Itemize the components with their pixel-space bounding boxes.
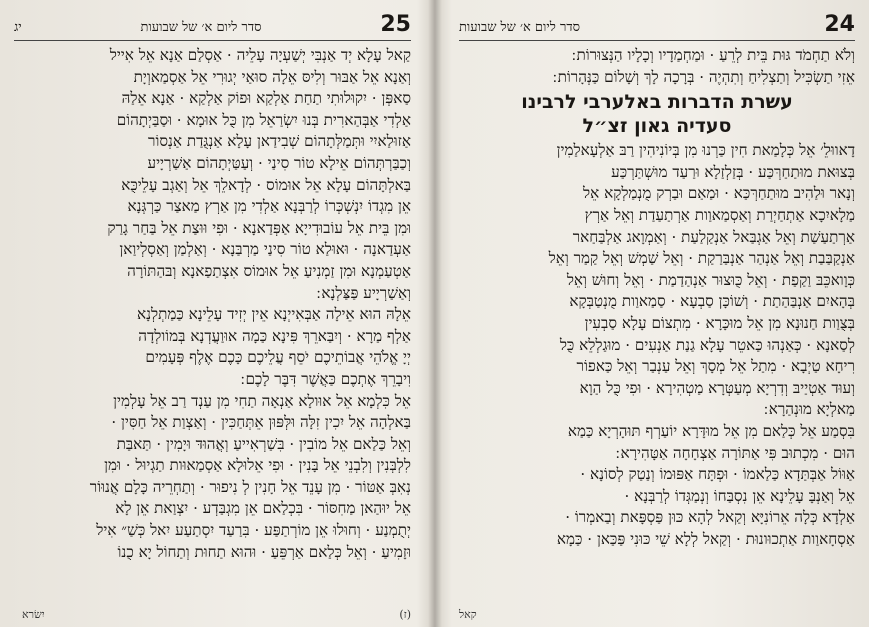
text-line: וְכַבַּרְתְּהוֹם אֵילָא טוֹר סִינַי · וְעַטַּיְתָהוֹם אַשַׁרְיָיע	[147, 153, 411, 172]
text-line: אֵל יוּהַאן מַחִסּוֹר · בִּכְלַאם אֵן מִגְבַּדְע · יִצְוַאת אֵן לָא	[115, 499, 411, 518]
right-page	[437, 0, 869, 627]
text-line: סַאפְּן · יִקוּלוּתִי תַחַת אַלְקַא וּפוֹק אַלְקַא · אַנָא אֵלַהּ	[121, 89, 411, 108]
text-line: וְאַשַׁרְיָיע פַּצַּלְנָא ׃	[316, 283, 411, 302]
text-line: אֵלָהּ הוּא אֵילָה אַבְּאִייְנָא אֵין יְזִיד עָלֵינָא כַּמַתְלְנָא	[136, 305, 411, 324]
text-line: בַּאלְתָּהוֹם עָלָא אֵל אוּמוֹס · לְדָאלֵךְ אֵל וְאַגְב עָלֵיכֻּא	[121, 175, 411, 194]
left-running-title: סדר ליום א׳ של שבועות	[140, 20, 262, 35]
right-catchword: קאל	[459, 608, 477, 621]
left-footer-center: (ז)	[399, 608, 411, 621]
left-page-footer	[22, 608, 411, 621]
text-line: הוּם · מִכְתוּב פִּי אַתּוֹרָה אַצְחָחָה אַטָּהִירָא ׃	[615, 443, 855, 462]
text-line: אַנְקַבַּבַת וְאֵל אַנְהַר אַנְבַּרַקַת · וְאֵל שַׁמְשׁ וְאֵל קַמַר וְאֵל	[548, 249, 855, 268]
left-page-number: 25	[380, 12, 411, 37]
text-line: בַּאלְהָה אֵל יִכִין זִלָּה וּלְּפּוּן אֵתְּחַכִּין · וְאַצְוַת אֵל חַסִּין ·	[111, 413, 411, 432]
text-line: אַוּוֹל אַבְּתַּדָא כַּלַאמוֹ · וּפְתָּח אַפּוּמוֹ וְנַטַק לְסוֹנָא ·	[580, 465, 855, 484]
text-line: יְתֻמְנַע · וְחוּלוּ אֵן מוֹרְתַפַּע · בִּרַעַד יִסְתַעַע יִאל כְּשַׁ״ אִיל	[96, 521, 411, 540]
text-line: בִּסְמַע אֵל כְּלַאם מִן אֵל מוּדָּרָא יוֹעַרְף תּוּהָרְיָא כַּמַא	[567, 421, 855, 440]
left-page-header	[14, 12, 411, 41]
text-line: אֵן מִגְדוֹ יִנְשְׁכְּרוֹ לְרַבְּנָא אַלְדִי מִן אַרְץ מַאצַר כַּרְגְּנָא	[127, 197, 411, 216]
text-line: אַלְדִי אַבְּהַארִית בְּנוּ יִשְׂרַאֵל מִן כֻּל אוּמָא · וּסַבַּיְתָהוֹם	[116, 110, 411, 129]
right-page-header	[459, 12, 855, 41]
text-line: וְאֵל כַּלַאם אֵל מוֹבִין · בִּשַׁרְאִייעַ וְאֲהוּדּ וּיָמִין · תַּאבַּת	[116, 434, 411, 453]
text-line: לְסַאנָא · כְּאַנְהוּ כַּאטֵר עָלָא גַנַת אַנְעִים · מוּגַלְלֵא כֻּל	[559, 335, 855, 354]
right-running-title: סדר ליום א׳ של שבועות	[459, 20, 580, 35]
text-line: וּזָמִיעַ · וְאֵל כְּלַאם אַרְפֵּעַ · וּהוּא תַחוּת וְתַחוֹל יָא כֻנוֹ	[117, 542, 411, 561]
text-line: כְּוָואכֵּבּ וַקַפַת · וְאֵל כֻּוּצוּר אַנְהַדַמַת · וְאֵל וְחוּשׁ וְאֵל	[566, 270, 855, 289]
text-line: וּמִן בֵּית אֵל עוֹבוּדִייָא אַפְּדַאנָא · וּפִי וּוּצַת אֵל בַּחַר גָרַק	[107, 218, 411, 237]
text-line: לִלְבְּנִין וְלִבְנֵי אֵל בָּנִין · וּפִי אֵלוּלָא אַסְמַאוּות תַגְיוּל · וּמִן	[104, 456, 411, 475]
text-line: אֵל וְאַנְבָּ עָלֵינָא אֵן נִסְבַּחוֹ וְנְמַגְּדוֹ לְרַבְּנָא ·	[624, 486, 855, 505]
left-footer-signature: יִשׂרא	[22, 608, 45, 621]
text-line: בְּהָאיִם אַנְבַּהַתַת · וְשׁוֹכָּן סַבְעָא · סַמַאוַות מֻנְטַבְּקָא	[569, 292, 855, 311]
text-line: בְּצוּאת מוּתַחַרְּכַּע · בְּזַלְזַלָא וּרַעַד מוּשְׁתַּרְכַּע	[611, 162, 855, 181]
right-page-intro	[459, 45, 855, 88]
text-line: דָאווּלֵ׳ אֵל כְּלָמַאת חִין כַּרְנוּ מִן בְּיוֹנִיהִין רַבּ אַלְעָאלַמִין	[556, 141, 855, 160]
text-line: רִיחָא טַיְבָא · מִתַל אֵל מְסָךְ וְאֵל עַנְבַר וְאֵל כַּאפוֹר	[576, 357, 855, 376]
right-page-footer	[459, 608, 855, 621]
text-line: וְנָאר וּלַהִיב מוּתַחַרְּכַּא · וּמַאַם וּבַרְק מֻנְמַלְקָא אֵל	[583, 184, 855, 203]
text-line: אַטְעַמְנָא וּמִן זַמְנִיעַ אֵל אוּמוֹס אִצְתַפַאנָא וְבּהַתּוֹרָה	[127, 261, 411, 280]
section-heading-line-1: עשרת הדברות באלערבי לרבינו	[521, 91, 793, 114]
text-line: קַאל עָלָא יְד אַנְבִּי יְשַׁעְיָה עָלֵיה · אַסְלַם אַנָא אֵל אִייל	[109, 46, 411, 64]
text-line: וְאַנָא אֵל אַבּוּר וְלִיסּ אֵלָה סוּאַי יְגוּרִי אֵל אַסְמַאוְיָת	[133, 67, 411, 86]
text-line: אַרְתַעַשַׁת וְאֵל אַגְבַּאל אַנְקַלַעַת · וְאַמְוָאג אַלְבַּחַאר	[572, 227, 855, 246]
left-page	[0, 0, 433, 627]
text-line: נְאִבְּ אַטּוֹר · מִן עָנֵד אֵל חָנִין לְ נִיפוּר · וְתַחְרֵיה כָּלָם אֲנוּוֹר	[89, 477, 411, 496]
text-line: יְיָ אֱלֹהֵי אֲבוֹתֵיכֶם יֹסֵף עֲלֵיכֶם כָּכֶם אֶלֶף פְּעָמִים	[145, 348, 411, 367]
right-page-number: 24	[824, 12, 855, 37]
text-line: מַאלְיָא מוּנְהַרָא ׃	[763, 400, 855, 419]
text-line: אַזוּלַאיִי וּתְּמַלְּתָהוֹם שְׁבִידַאן עָלָא אַנְגֻּדַת אַנְסוֹר	[147, 132, 411, 151]
text-line: אַעְדַאנָה · וּאוּלַא טוֹר סִינַי מַרְבַּנָא · וְאַלְמַן וְאַסְלְיוַאן	[119, 240, 411, 259]
left-page-body	[14, 45, 411, 563]
left-folio-letter: יג	[14, 20, 22, 35]
text-line: אֵזִי תַשְׂכִּיל וְתַצְלִיחַ וְתִהְיֶה · בְּרָכָה לָךְ וְשָׁלוֹם כַּנְּהָרוֹת ׃	[552, 67, 855, 86]
text-line: אַסְחָאוַות אַתְכוּונוּת · וְקַאל לְלָא שֵׁי כּוּנִי פַּכַּאן · כַּמָא	[556, 529, 855, 548]
section-heading	[459, 90, 855, 138]
text-line: אַלְף מַרָא · וְיִבַּארֵךְ פִּינָא כַּמָה אוּוַעֲדְנָא בְּמוֹולְדָה	[138, 326, 411, 345]
text-line: מַלָאיִכָא אַתְחַיְרַת וְאַסְמַאוַות אַרְתַעַדַת וְאֵל אַרְץ	[584, 205, 855, 224]
text-line: וְעוּד אַטְיַיבּ וְדִרְיָא מְעַטְּרָא מַטְהִירָא · וּפִי כֻּל הַוָא	[579, 378, 855, 397]
text-line: אֵל כִּלְמָא אֵל אוּולָא אַנְאָה תַחִי מִן עַנְד רַב אֵל עָלְמִין	[113, 391, 411, 410]
section-heading-line-2: סעדיה גאון זצ״ל	[582, 115, 732, 138]
right-page-body	[459, 140, 855, 550]
text-line: אַלְדָא כְּלָה אֵרוֹנִיָּא וְקַאל לְהָא כּוּן פַּסְפָּאת וְבַאמְרוֹ ·	[565, 508, 855, 527]
text-line: בְּצֻוַות חַנוּנָא מִן אֵל מוּכָּרָא · מִתְצוֹם עָלָא סַבְעִין	[584, 313, 855, 332]
text-line: וִיבָרֵךְ אֶתְכֶם כַּאֲשֶׁר דִּבֶּר לָכֶם ׃	[240, 369, 411, 388]
text-line: וְלֹא תַחְמֹד גּוּת בֵּית לְרֵעַ · וּמַחְמַדָיו וְכָלָיו הַנְּצוּרוֹת ׃	[571, 46, 855, 64]
